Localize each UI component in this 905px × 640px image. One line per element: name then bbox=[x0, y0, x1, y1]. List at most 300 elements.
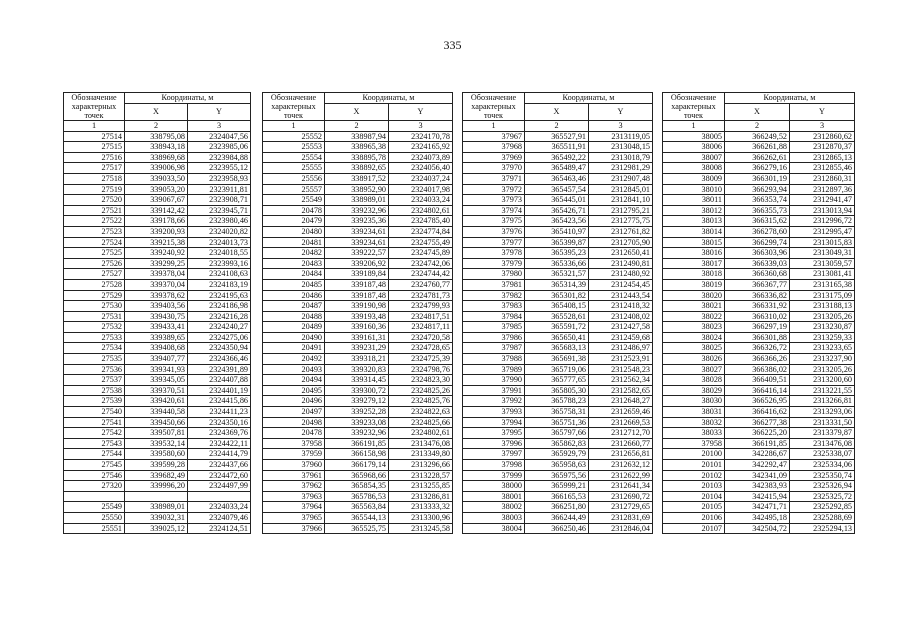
table-row bbox=[663, 375, 855, 386]
table-row bbox=[663, 343, 855, 354]
column-number-row bbox=[663, 121, 855, 132]
point-id bbox=[64, 491, 125, 502]
x-coordinate: 366262,61 bbox=[725, 152, 790, 163]
column-number: 3 bbox=[790, 121, 855, 132]
table-row bbox=[64, 502, 251, 513]
y-coordinate: 2312486,97 bbox=[589, 343, 653, 354]
x-coordinate: 342341,09 bbox=[725, 470, 790, 481]
point-id: 38006 bbox=[663, 142, 725, 153]
x-coordinate: 365426,71 bbox=[525, 205, 589, 216]
table-row bbox=[463, 269, 653, 280]
y-coordinate: 2312941,47 bbox=[790, 195, 855, 206]
y-coordinate: 2313331,50 bbox=[790, 417, 855, 428]
y-coordinate: 2313188,13 bbox=[790, 301, 855, 312]
table-row bbox=[463, 502, 653, 513]
y-coordinate: 2313266,81 bbox=[790, 396, 855, 407]
point-id: 37975 bbox=[463, 216, 525, 227]
y-coordinate: 2324825,76 bbox=[389, 396, 453, 407]
x-coordinate: 339408,68 bbox=[125, 343, 188, 354]
point-id: 37964 bbox=[263, 502, 325, 513]
y-coordinate: 2313476,08 bbox=[389, 438, 453, 449]
y-coordinate: 2313476,08 bbox=[790, 438, 855, 449]
table-row bbox=[263, 237, 453, 248]
table-row bbox=[463, 438, 653, 449]
x-coordinate: 338795,08 bbox=[125, 131, 188, 142]
y-coordinate: 2324366,46 bbox=[188, 354, 251, 365]
point-id: 37973 bbox=[463, 195, 525, 206]
y-coordinate: 2324165,92 bbox=[389, 142, 453, 153]
x-coordinate: 365563,84 bbox=[325, 502, 389, 513]
y-coordinate: 2323993,16 bbox=[188, 258, 251, 269]
y-coordinate: 2324047,56 bbox=[188, 131, 251, 142]
table-row bbox=[263, 184, 453, 195]
x-coordinate: 338969,68 bbox=[125, 152, 188, 163]
x-coordinate: 365591,72 bbox=[525, 322, 589, 333]
y-coordinate: 2313286,81 bbox=[389, 491, 453, 502]
point-id: 38026 bbox=[663, 354, 725, 365]
y-coordinate: 2312659,46 bbox=[589, 407, 653, 418]
y-header: Y bbox=[389, 104, 453, 121]
table-row bbox=[463, 248, 653, 259]
y-coordinate: 2324742,06 bbox=[389, 258, 453, 269]
x-coordinate: 339178,66 bbox=[125, 216, 188, 227]
x-coordinate: 366225,20 bbox=[725, 428, 790, 439]
column-number: 2 bbox=[725, 121, 790, 132]
point-id: 25550 bbox=[64, 512, 125, 523]
point-id: 38001 bbox=[463, 491, 525, 502]
point-id: 38025 bbox=[663, 343, 725, 354]
table-row bbox=[663, 142, 855, 153]
table-row bbox=[263, 195, 453, 206]
table-row bbox=[663, 269, 855, 280]
x-coordinate: 339378,62 bbox=[125, 290, 188, 301]
point-id: 37977 bbox=[463, 237, 525, 248]
x-coordinate: 365445,01 bbox=[525, 195, 589, 206]
table-row bbox=[663, 417, 855, 428]
point-id: 27524 bbox=[64, 237, 125, 248]
table-row bbox=[463, 226, 653, 237]
y-coordinate: 2313349,80 bbox=[389, 449, 453, 460]
table-row bbox=[663, 332, 855, 343]
x-coordinate: 365457,54 bbox=[525, 184, 589, 195]
table-row bbox=[64, 142, 251, 153]
x-coordinate: 366301,88 bbox=[725, 332, 790, 343]
x-coordinate: 366409,51 bbox=[725, 375, 790, 386]
table-row bbox=[263, 152, 453, 163]
y-coordinate: 2324823,30 bbox=[389, 375, 453, 386]
y-coordinate: 2312729,65 bbox=[589, 502, 653, 513]
point-id: 27535 bbox=[64, 354, 125, 365]
table-row bbox=[663, 396, 855, 407]
table-row bbox=[64, 523, 251, 534]
point-id: 37985 bbox=[463, 322, 525, 333]
y-coordinate: 2312648,27 bbox=[589, 396, 653, 407]
table-row bbox=[64, 237, 251, 248]
table-row bbox=[64, 438, 251, 449]
y-coordinate: 2312480,92 bbox=[589, 269, 653, 280]
y-coordinate: 2324391,89 bbox=[188, 364, 251, 375]
table-row bbox=[463, 184, 653, 195]
x-coordinate: 339232,96 bbox=[325, 428, 389, 439]
x-coordinate: 339067,67 bbox=[125, 195, 188, 206]
point-id: 38010 bbox=[663, 184, 725, 195]
x-coordinate: 339215,38 bbox=[125, 237, 188, 248]
point-id: 38032 bbox=[663, 417, 725, 428]
y-coordinate: 2324802,61 bbox=[389, 205, 453, 216]
point-id: 38027 bbox=[663, 364, 725, 375]
point-id: 37959 bbox=[263, 449, 325, 460]
y-coordinate: 2313165,38 bbox=[790, 279, 855, 290]
y-coordinate: 2324774,84 bbox=[389, 226, 453, 237]
x-header: X bbox=[725, 104, 790, 121]
x-coordinate: 365399,87 bbox=[525, 237, 589, 248]
table-row bbox=[263, 216, 453, 227]
x-coordinate: 338943,18 bbox=[125, 142, 188, 153]
point-id: 20489 bbox=[263, 322, 325, 333]
table-row bbox=[663, 364, 855, 375]
table-row bbox=[64, 417, 251, 428]
table-row bbox=[463, 396, 653, 407]
point-id: 25552 bbox=[263, 131, 325, 142]
point-id: 37984 bbox=[463, 311, 525, 322]
x-coordinate: 342383,93 bbox=[725, 481, 790, 492]
table-row bbox=[64, 269, 251, 280]
point-id: 27532 bbox=[64, 322, 125, 333]
x-coordinate: 365511,91 bbox=[525, 142, 589, 153]
point-id: 38007 bbox=[663, 152, 725, 163]
y-coordinate: 2324725,39 bbox=[389, 354, 453, 365]
table-row bbox=[64, 364, 251, 375]
table-row bbox=[463, 301, 653, 312]
point-id: 27514 bbox=[64, 131, 125, 142]
x-coordinate: 339190,98 bbox=[325, 301, 389, 312]
coordinates-header: Координаты, м bbox=[725, 93, 855, 104]
table-row bbox=[64, 428, 251, 439]
table-row bbox=[463, 332, 653, 343]
point-id: 38024 bbox=[663, 332, 725, 343]
y-coordinate: 2324073,89 bbox=[389, 152, 453, 163]
y-coordinate: 2324744,42 bbox=[389, 269, 453, 280]
table-row bbox=[463, 491, 653, 502]
point-id: 27537 bbox=[64, 375, 125, 386]
x-coordinate: 338965,38 bbox=[325, 142, 389, 153]
coordinates-table-3 bbox=[462, 92, 653, 534]
x-coordinate: 366353,74 bbox=[725, 195, 790, 206]
x-coordinate: 366277,38 bbox=[725, 417, 790, 428]
x-coordinate: 338987,94 bbox=[325, 131, 389, 142]
x-coordinate: 365777,65 bbox=[525, 375, 589, 386]
x-coordinate: 365683,13 bbox=[525, 343, 589, 354]
point-id: 20479 bbox=[263, 216, 325, 227]
x-coordinate: 339318,21 bbox=[325, 354, 389, 365]
y-coordinate: 2313333,32 bbox=[389, 502, 453, 513]
point-id: 27320 bbox=[64, 481, 125, 492]
point-id: 38029 bbox=[663, 385, 725, 396]
x-coordinate: 365544,13 bbox=[325, 512, 389, 523]
x-coordinate: 365301,82 bbox=[525, 290, 589, 301]
x-coordinate: 365489,47 bbox=[525, 163, 589, 174]
y-coordinate: 2312831,69 bbox=[589, 512, 653, 523]
table-row bbox=[263, 142, 453, 153]
y-coordinate: 2313379,87 bbox=[790, 428, 855, 439]
x-coordinate: 339341,93 bbox=[125, 364, 188, 375]
table-row bbox=[463, 142, 653, 153]
y-coordinate: 2312656,81 bbox=[589, 449, 653, 460]
x-header: X bbox=[525, 104, 589, 121]
table-row bbox=[463, 205, 653, 216]
y-coordinate: 2313119,05 bbox=[589, 131, 653, 142]
x-coordinate: 365968,66 bbox=[325, 470, 389, 481]
point-id: 37960 bbox=[263, 460, 325, 471]
point-id: 20102 bbox=[663, 470, 725, 481]
point-id: 37987 bbox=[463, 343, 525, 354]
y-coordinate: 2312795,21 bbox=[589, 205, 653, 216]
x-coordinate: 339142,42 bbox=[125, 205, 188, 216]
point-id: 37989 bbox=[463, 364, 525, 375]
y-coordinate: 2324817,51 bbox=[389, 311, 453, 322]
table-row bbox=[64, 301, 251, 312]
x-coordinate: 366251,80 bbox=[525, 502, 589, 513]
x-coordinate: 339580,60 bbox=[125, 449, 188, 460]
point-id: 20100 bbox=[663, 449, 725, 460]
x-coordinate: 339299,25 bbox=[125, 258, 188, 269]
table-row bbox=[64, 385, 251, 396]
y-coordinate: 2324817,11 bbox=[389, 322, 453, 333]
x-coordinate: 339450,66 bbox=[125, 417, 188, 428]
point-id: 38004 bbox=[463, 523, 525, 534]
point-id: 27527 bbox=[64, 269, 125, 280]
y-coordinate: 2323908,71 bbox=[188, 195, 251, 206]
x-coordinate: 366416,62 bbox=[725, 407, 790, 418]
table-row bbox=[663, 216, 855, 227]
y-coordinate: 2313228,57 bbox=[389, 470, 453, 481]
point-id: 38023 bbox=[663, 322, 725, 333]
point-id: 38002 bbox=[463, 502, 525, 513]
point-id: 38005 bbox=[663, 131, 725, 142]
point-id: 20478 bbox=[263, 428, 325, 439]
y-coordinate bbox=[188, 491, 251, 502]
y-coordinate: 2324825,66 bbox=[389, 417, 453, 428]
y-coordinate: 2324720,58 bbox=[389, 332, 453, 343]
table-row bbox=[263, 375, 453, 386]
x-coordinate: 339187,48 bbox=[325, 290, 389, 301]
table-row bbox=[663, 491, 855, 502]
y-coordinate: 2324195,63 bbox=[188, 290, 251, 301]
table-row bbox=[64, 258, 251, 269]
y-coordinate: 2324728,65 bbox=[389, 343, 453, 354]
point-id: 37966 bbox=[263, 523, 325, 534]
point-id: 20103 bbox=[663, 481, 725, 492]
x-coordinate: 339006,98 bbox=[125, 163, 188, 174]
y-coordinate: 2325288,69 bbox=[790, 512, 855, 523]
x-coordinate: 338895,78 bbox=[325, 152, 389, 163]
y-coordinate: 2324781,73 bbox=[389, 290, 453, 301]
table-row bbox=[64, 407, 251, 418]
y-coordinate: 2323958,93 bbox=[188, 173, 251, 184]
table-row bbox=[663, 428, 855, 439]
y-coordinate: 2323945,71 bbox=[188, 205, 251, 216]
y-coordinate: 2324183,19 bbox=[188, 279, 251, 290]
table-row bbox=[263, 332, 453, 343]
point-id: 25549 bbox=[64, 502, 125, 513]
point-id: 27533 bbox=[64, 332, 125, 343]
x-coordinate: 339234,61 bbox=[325, 226, 389, 237]
x-coordinate: 339407,77 bbox=[125, 354, 188, 365]
x-coordinate: 339032,31 bbox=[125, 512, 188, 523]
table-row bbox=[64, 332, 251, 343]
x-coordinate: 339033,50 bbox=[125, 173, 188, 184]
table-row bbox=[463, 343, 653, 354]
point-id: 20492 bbox=[263, 354, 325, 365]
table-row bbox=[663, 523, 855, 534]
y-coordinate: 2324018,55 bbox=[188, 248, 251, 259]
table-row bbox=[463, 216, 653, 227]
table-row bbox=[663, 248, 855, 259]
table-row bbox=[64, 375, 251, 386]
y-coordinate: 2324785,40 bbox=[389, 216, 453, 227]
x-coordinate: 366526,95 bbox=[725, 396, 790, 407]
table-row bbox=[64, 163, 251, 174]
point-id: 38028 bbox=[663, 375, 725, 386]
x-header: X bbox=[325, 104, 389, 121]
point-id: 37962 bbox=[263, 481, 325, 492]
point-id: 37982 bbox=[463, 290, 525, 301]
y-coordinate: 2312562,34 bbox=[589, 375, 653, 386]
point-id: 38012 bbox=[663, 205, 725, 216]
table-row bbox=[463, 460, 653, 471]
x-coordinate: 366297,19 bbox=[725, 322, 790, 333]
coordinates-table-1 bbox=[63, 92, 251, 534]
x-coordinate: 339507,81 bbox=[125, 428, 188, 439]
table-row bbox=[64, 184, 251, 195]
table-row bbox=[463, 354, 653, 365]
point-name-header: Обозначение характерных точек bbox=[463, 93, 525, 121]
x-coordinate: 342504,72 bbox=[725, 523, 790, 534]
y-coordinate: 2313048,15 bbox=[589, 142, 653, 153]
point-id: 20486 bbox=[263, 290, 325, 301]
point-id: 20494 bbox=[263, 375, 325, 386]
point-id: 38014 bbox=[663, 226, 725, 237]
x-coordinate: 339193,48 bbox=[325, 311, 389, 322]
y-coordinate: 2324170,78 bbox=[389, 131, 453, 142]
x-coordinate: 365525,75 bbox=[325, 523, 389, 534]
table-row bbox=[663, 470, 855, 481]
y-coordinate: 2312490,81 bbox=[589, 258, 653, 269]
table-row bbox=[64, 152, 251, 163]
y-coordinate: 2312855,46 bbox=[790, 163, 855, 174]
x-coordinate: 339320,83 bbox=[325, 364, 389, 375]
point-id: 20498 bbox=[263, 417, 325, 428]
y-coordinate: 2324822,63 bbox=[389, 407, 453, 418]
y-coordinate: 2313233,65 bbox=[790, 343, 855, 354]
y-coordinate: 2312870,37 bbox=[790, 142, 855, 153]
table-row bbox=[64, 173, 251, 184]
point-id: 25551 bbox=[64, 523, 125, 534]
table-row bbox=[263, 502, 453, 513]
point-id: 27520 bbox=[64, 195, 125, 206]
point-id: 27544 bbox=[64, 449, 125, 460]
point-id: 37972 bbox=[463, 184, 525, 195]
point-id: 20496 bbox=[263, 396, 325, 407]
y-coordinate: 2313013,94 bbox=[790, 205, 855, 216]
table-row bbox=[64, 205, 251, 216]
x-coordinate: 339240,92 bbox=[125, 248, 188, 259]
table-row bbox=[263, 205, 453, 216]
y-coordinate: 2312995,47 bbox=[790, 226, 855, 237]
column-number: 1 bbox=[64, 121, 125, 132]
x-coordinate: 338917,52 bbox=[325, 173, 389, 184]
x-coordinate: 339345,05 bbox=[125, 375, 188, 386]
x-coordinate: 366386,02 bbox=[725, 364, 790, 375]
point-id: 20107 bbox=[663, 523, 725, 534]
x-coordinate: 339160,36 bbox=[325, 322, 389, 333]
x-coordinate: 365527,91 bbox=[525, 131, 589, 142]
point-id: 27534 bbox=[64, 343, 125, 354]
point-id: 20483 bbox=[263, 258, 325, 269]
y-coordinate: 2312408,02 bbox=[589, 311, 653, 322]
table-row bbox=[463, 163, 653, 174]
y-coordinate: 2324497,99 bbox=[188, 481, 251, 492]
y-coordinate: 2313200,60 bbox=[790, 375, 855, 386]
x-coordinate: 366249,52 bbox=[725, 131, 790, 142]
y-coordinate: 2324407,88 bbox=[188, 375, 251, 386]
y-coordinate: 2323980,46 bbox=[188, 216, 251, 227]
table-row bbox=[64, 470, 251, 481]
point-id: 27546 bbox=[64, 470, 125, 481]
column-number: 2 bbox=[525, 121, 589, 132]
y-coordinate: 2313081,41 bbox=[790, 269, 855, 280]
point-id: 20495 bbox=[263, 385, 325, 396]
y-coordinate: 2325334,06 bbox=[790, 460, 855, 471]
x-coordinate: 365492,22 bbox=[525, 152, 589, 163]
y-coordinate: 2312761,82 bbox=[589, 226, 653, 237]
table-row bbox=[663, 279, 855, 290]
x-coordinate: 366366,26 bbox=[725, 354, 790, 365]
y-coordinate: 2312582,65 bbox=[589, 385, 653, 396]
point-id: 27521 bbox=[64, 205, 125, 216]
point-id: 37997 bbox=[463, 449, 525, 460]
point-id: 38003 bbox=[463, 512, 525, 523]
point-id: 27540 bbox=[64, 407, 125, 418]
x-coordinate: 339433,41 bbox=[125, 322, 188, 333]
x-coordinate: 365958,63 bbox=[525, 460, 589, 471]
table-row bbox=[263, 407, 453, 418]
y-coordinate: 2324472,60 bbox=[188, 470, 251, 481]
y-coordinate: 2325350,74 bbox=[790, 470, 855, 481]
table-row bbox=[663, 481, 855, 492]
table-row bbox=[64, 248, 251, 259]
point-id: 37958 bbox=[263, 438, 325, 449]
x-coordinate: 366360,68 bbox=[725, 269, 790, 280]
x-coordinate: 339300,72 bbox=[325, 385, 389, 396]
y-coordinate: 2313221,55 bbox=[790, 385, 855, 396]
point-id: 27523 bbox=[64, 226, 125, 237]
x-coordinate: 365788,23 bbox=[525, 396, 589, 407]
point-id: 20493 bbox=[263, 364, 325, 375]
table-row bbox=[463, 311, 653, 322]
x-coordinate: 339420,61 bbox=[125, 396, 188, 407]
point-id: 20485 bbox=[263, 279, 325, 290]
y-coordinate: 2312996,72 bbox=[790, 216, 855, 227]
point-id: 27541 bbox=[64, 417, 125, 428]
x-coordinate: 339200,93 bbox=[125, 226, 188, 237]
table-row bbox=[463, 407, 653, 418]
table-row bbox=[263, 290, 453, 301]
table-row bbox=[263, 396, 453, 407]
table-row bbox=[663, 311, 855, 322]
column-number: 1 bbox=[263, 121, 325, 132]
table-row bbox=[64, 322, 251, 333]
